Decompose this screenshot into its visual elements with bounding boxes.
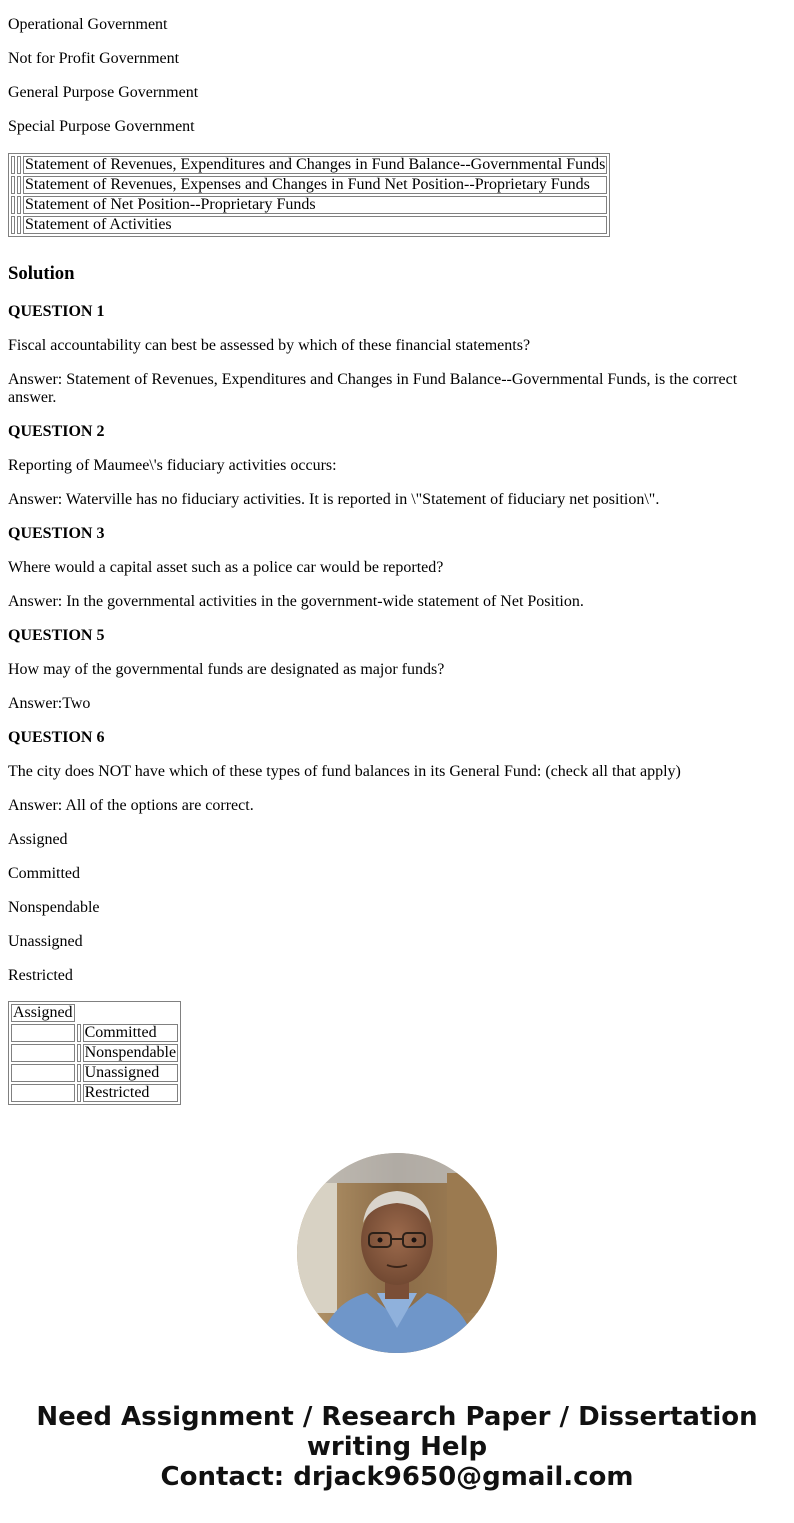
fund-balance-nonspendable: Nonspendable (8, 899, 100, 916)
question-1-answer: Answer: Statement of Revenues, Expenditures and Changes in Fund Balance--Governmental Funds, is the correct answer. (8, 371, 738, 406)
fund-balance-assigned: Assigned (8, 831, 68, 848)
table-row (11, 1084, 178, 1102)
question-5-answer: Answer:Two (8, 695, 91, 712)
option-special-purpose-government: Special Purpose Government (8, 118, 195, 135)
table-cell: Restricted (83, 1084, 179, 1102)
question-3-answer: Answer: In the governmental activities in the government-wide statement of Net Position. (8, 593, 584, 610)
promo-line-1: Need Assignment / Research Paper / Dissertation (36, 1402, 758, 1432)
question-6-text: The city does NOT have which of these types of fund balances in its General Fund: (check all that apply) (8, 763, 681, 780)
option-operational-government: Operational Government (8, 16, 168, 33)
question-6-label: QUESTION 6 (8, 729, 105, 746)
solution-heading: Solution (8, 263, 75, 284)
question-3-text: Where would a capital asset such as a police car would be reported? (8, 559, 444, 576)
table-cell: Assigned (13, 1004, 73, 1021)
question-2-answer: Answer: Waterville has no fiduciary activities. It is reported in \"Statement of fiduciary net position\". (8, 491, 660, 508)
question-1-label: QUESTION 1 (8, 303, 105, 320)
table-row (11, 196, 607, 214)
table-cell: Statement of Revenues, Expenses and Changes in Fund Net Position--Proprietary Funds (23, 176, 607, 194)
question-6-answer: Answer: All of the options are correct. (8, 797, 254, 814)
question-5-label: QUESTION 5 (8, 627, 105, 644)
promo-contact: Contact: drjack9650@gmail.com (160, 1462, 634, 1492)
option-not-for-profit-government: Not for Profit Government (8, 50, 180, 67)
fund-balance-table (8, 1001, 181, 1105)
table-cell: Statement of Net Position--Proprietary Funds (23, 196, 607, 214)
promo-banner (0, 1402, 794, 1492)
table-row (11, 1004, 178, 1022)
option-general-purpose-government: General Purpose Government (8, 84, 199, 101)
table-row (11, 1044, 178, 1062)
table-row (11, 216, 607, 234)
question-2-text: Reporting of Maumee\'s fiduciary activities occurs: (8, 457, 337, 474)
table-cell: Committed (83, 1024, 179, 1042)
fund-balance-committed: Committed (8, 865, 80, 882)
table-row (11, 1024, 178, 1042)
table-cell: Statement of Activities (23, 216, 607, 234)
table-cell: Statement of Revenues, Expenditures and Changes in Fund Balance--Governmental Funds (25, 156, 606, 173)
table-row (11, 1064, 178, 1082)
table-cell: Unassigned (83, 1064, 179, 1082)
fund-balance-unassigned: Unassigned (8, 933, 83, 950)
question-2-label: QUESTION 2 (8, 423, 105, 440)
statements-table (8, 153, 610, 237)
table-row (11, 156, 607, 174)
question-1-text: Fiscal accountability can best be assessed by which of these financial statements? (8, 337, 531, 354)
question-5-text: How may of the governmental funds are designated as major funds? (8, 661, 445, 678)
fund-balance-restricted: Restricted (8, 967, 73, 984)
promo-line-2: writing Help (306, 1432, 488, 1462)
table-cell: Nonspendable (84, 1044, 177, 1061)
portrait-image (297, 1153, 497, 1353)
author-avatar (297, 1153, 497, 1353)
table-row (11, 176, 607, 194)
question-3-label: QUESTION 3 (8, 525, 105, 542)
